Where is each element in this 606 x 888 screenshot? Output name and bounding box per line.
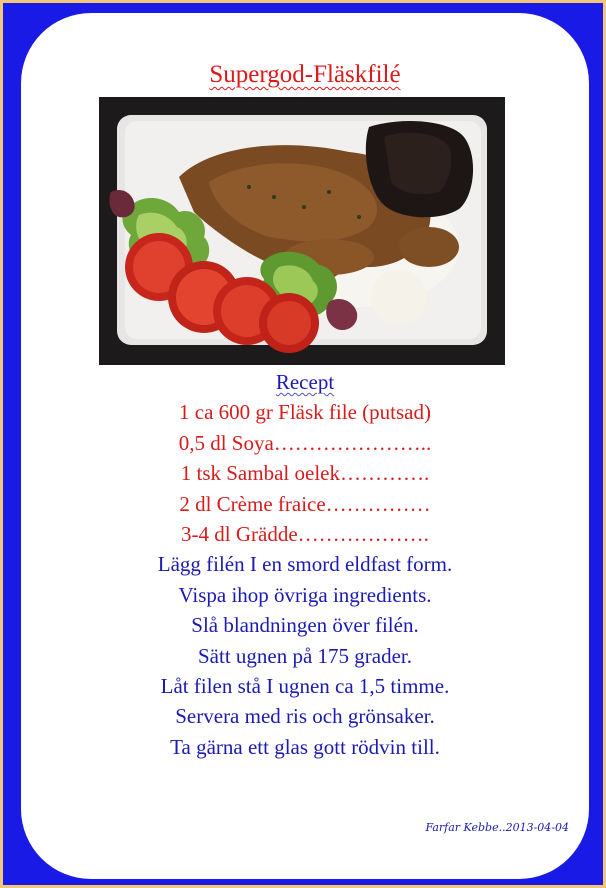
instruction-line: Vispa ihop övriga ingredients. [178,582,432,607]
instruction-line: Låt filen stå I ugnen ca 1,5 timme. [160,673,450,698]
ingredient-line: 3-4 dl Grädde………………. [181,521,429,546]
recipe-text [21,367,589,762]
dish-photo [99,97,505,365]
instruction-line: Ta gärna ett glas gott rödvin till. [170,734,440,759]
ingredient-line: 1 tsk Sambal oelek…………. [180,461,430,486]
recipe-card [21,13,589,879]
recipe-heading: Recept [275,370,335,394]
instruction-line: Servera med ris och grönsaker. [175,704,435,729]
ingredient-line: 0,5 dl Soya………………….. [178,430,432,455]
signature: Farfar Kebbe..2013-04-04 [425,821,569,834]
ingredient-line: 2 dl Crème fraice…………… [179,491,431,516]
instruction-line: Lägg filén I en smord eldfast form. [157,552,453,577]
recipe-title: Supergod-Fläskfilé [209,61,401,88]
ingredient-line: 1 ca 600 gr Fläsk file (putsad) [179,400,431,425]
instruction-line: Slå blandningen över filén. [191,613,419,638]
instruction-line: Sätt ugnen på 175 grader. [197,643,413,668]
